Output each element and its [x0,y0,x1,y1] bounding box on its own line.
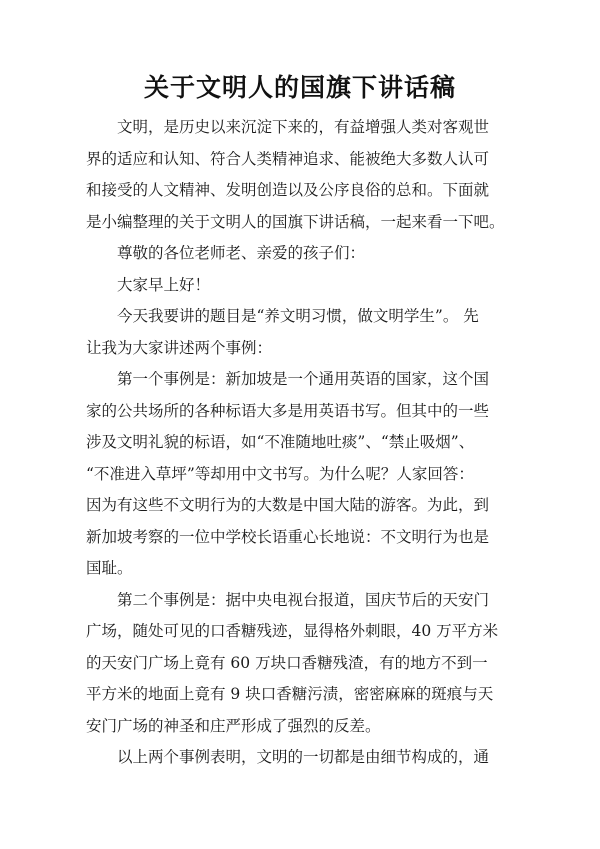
text-line: “不准进入草坪”等却用中文书写。为什么呢？人家回答： [86,464,474,483]
text-line: 文明，是历史以来沉淀下来的，有益增强人类对客观世 [117,118,490,136]
text-line: 平方米的地面上竟有 9 块口香糖污渍，密密麻麻的斑痕与天 [86,685,494,703]
paragraph [86,301,512,364]
text-line: 安门广场的神圣和庄严形成了强烈的反差。 [86,716,381,735]
text-line: 是小编整理的关于文明人的国旗下讲话稿，一起来看一下吧。 [86,212,505,231]
text-line: 家的公共场所的各种标语大多是用英语书写。但其中的一些 [86,401,490,420]
document-title: 关于文明人的国旗下讲话稿 [143,73,456,102]
text-line: 今天我要讲的题目是“养文明习惯，做文明学生”。 先 [117,307,479,325]
paragraph [86,585,512,743]
text-line: 尊敬的各位老师老、亲爱的孩子们： [117,244,366,262]
text-line: 广场，随处可见的口香糖残迹，显得格外刺眼，40 万平方米 [86,622,499,640]
text-line: 新加坡考察的一位中学校长语重心长地说：不文明行为也是 [86,527,490,546]
text-line: 国耻。 [86,559,133,577]
document-body [86,112,512,774]
paragraph [86,238,512,270]
text-line: 以上两个事例表明，文明的一切都是由细节构成的，通 [117,748,490,766]
text-line: 因为有这些不文明行为的大数是中国大陆的游客。为此，到 [86,496,490,514]
text-line: 大家早上好！ [117,275,211,294]
text-line: 让我为大家讲述两个事例： [86,338,273,357]
text-line: 第二个事例是：据中央电视台报道，国庆节后的天安门 [117,590,490,609]
text-line: 第一个事例是：新加坡是一个通用英语的国家，这个国 [117,370,490,388]
paragraph [86,270,512,302]
text-line: 的天安门广场上竟有 60 万块口香糖残渣，有的地方不到一 [86,653,488,672]
text-line: 界的适应和认知、符合人类精神追求、能被绝大多数人认可 [86,149,490,168]
text-line: 和接受的人文精神、发明创造以及公序良俗的总和。下面就 [86,181,490,199]
paragraph [86,112,512,238]
text-line: 涉及文明礼貌的标语，如“不准随地吐痰”、“禁止吸烟”、 [86,433,475,451]
paragraph [86,742,512,774]
paragraph [86,364,512,585]
